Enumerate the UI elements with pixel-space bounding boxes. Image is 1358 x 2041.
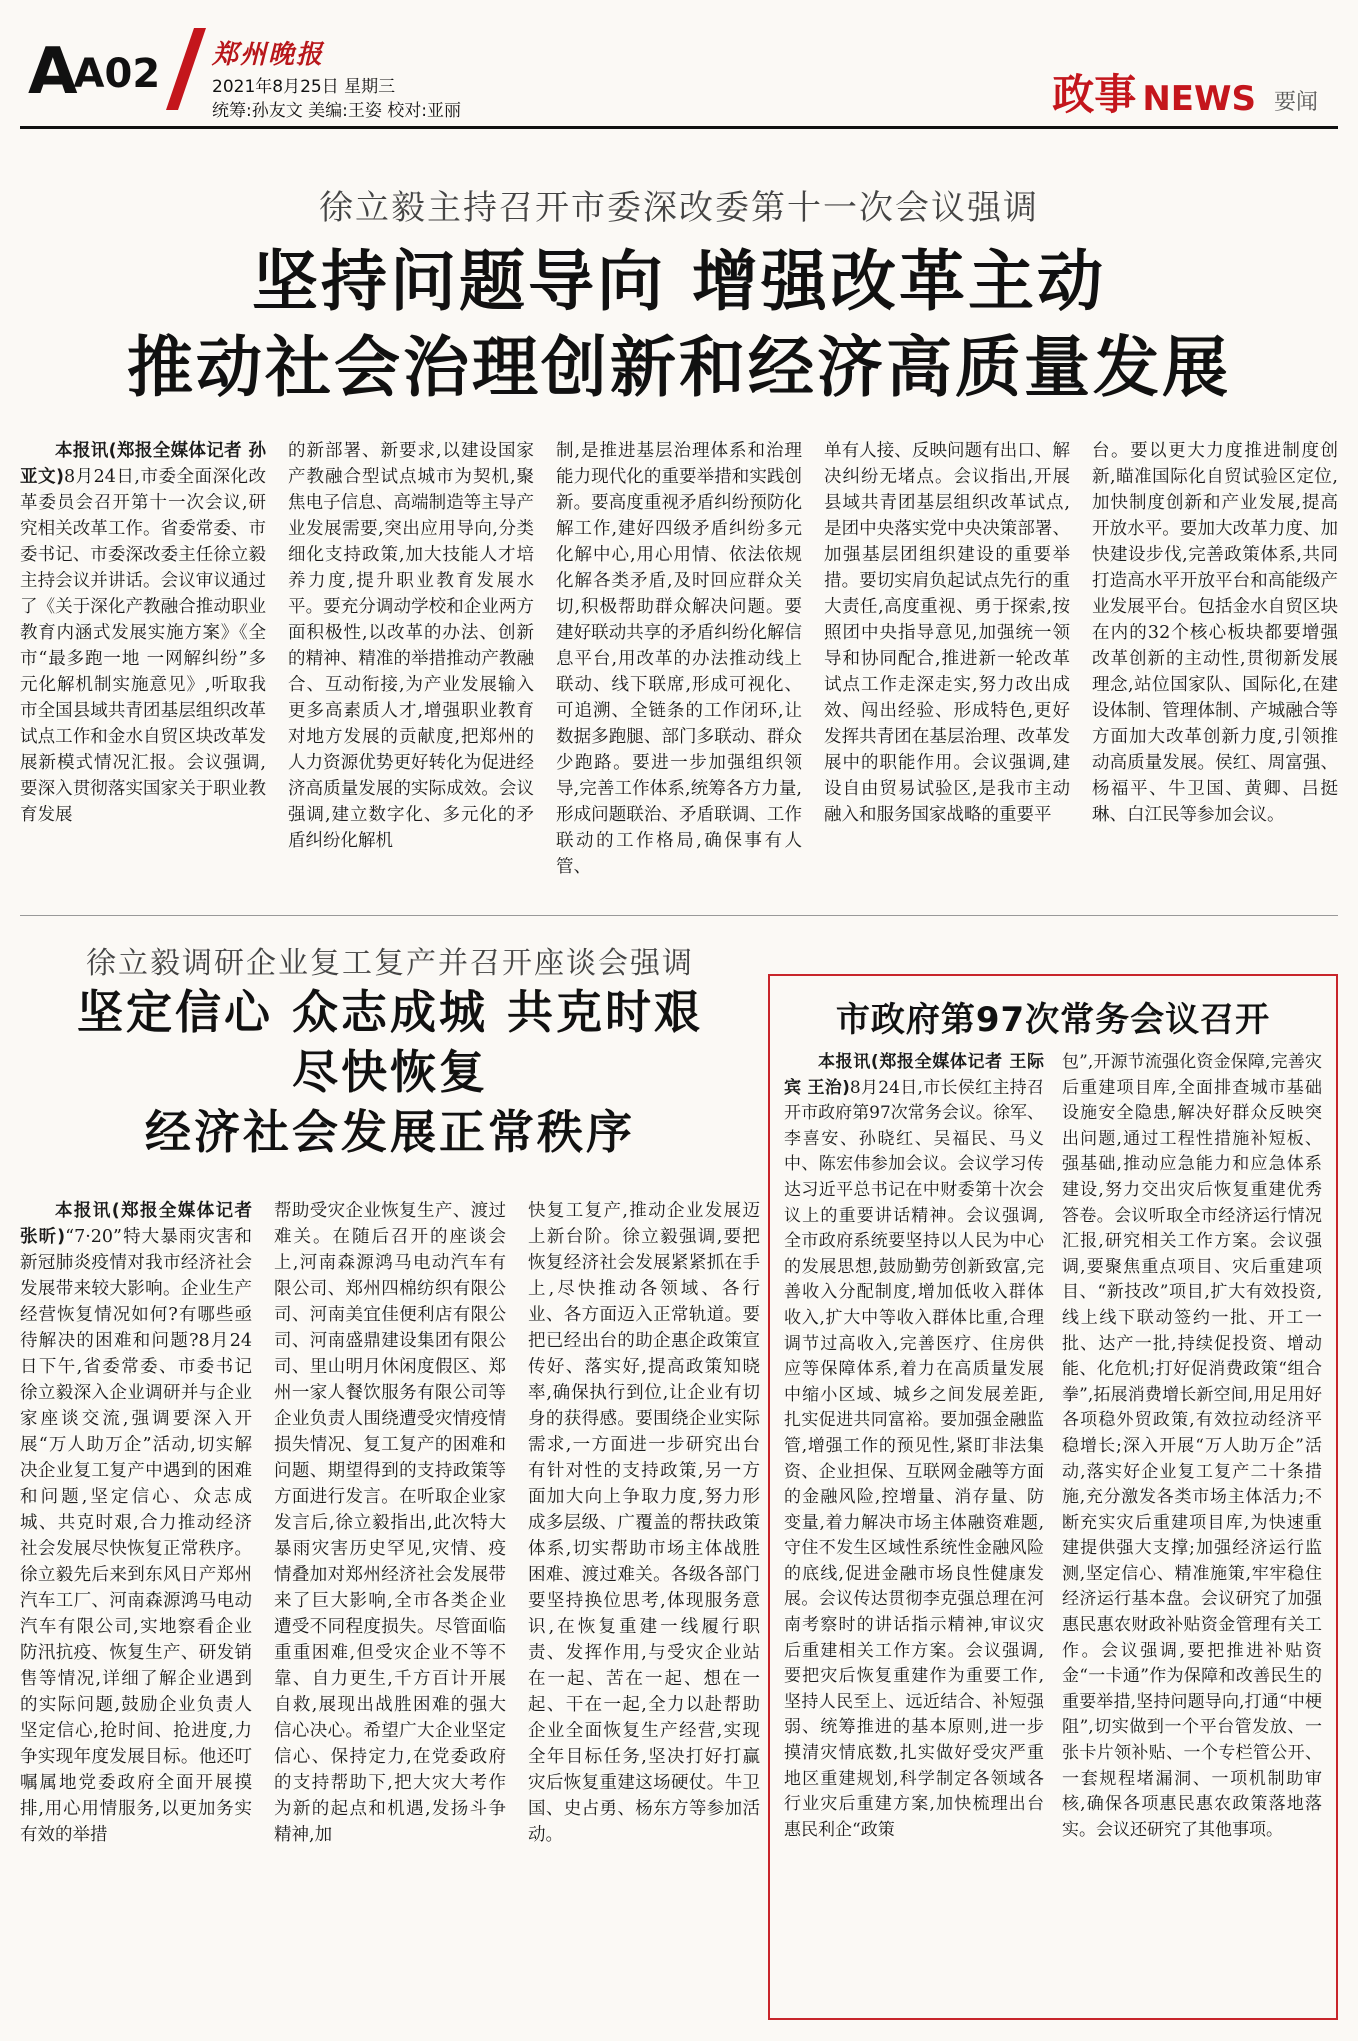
article3-title: 市政府第97次常务会议召开 bbox=[835, 1000, 1271, 1040]
article1-text-5: 台。要以更大力度推进制度创新,瞄准国际化自贸试验区定位,加快制度创新和产业发展,提高开放水平。要加大改革力度、加快建设步伐,完善政策体系,共同打造高水平开放平台和高能级产业发展平台。包括金水自贸区块在内的32个核心板块都要增强改革创新的主动性,贯彻新发展理念,站位国家队、国际化,在建设体制、管理体制、产城融合等方面加大改革创新力度,引领推动高质量发展。侯红、周富强、杨福平、牛卫国、黄卿、吕挺琳、白江民等参加会议。 bbox=[1092, 441, 1338, 825]
article1-column-1 bbox=[20, 438, 266, 898]
article3-column-1 bbox=[784, 1050, 1044, 2008]
article1-text-3: 制,是推进基层治理体系和治理能力现代化的重要举措和实践创新。要高度重视矛盾纠纷预防化解工作,建好四级矛盾纠纷多元化解中心,用心用情、依法依规化解各类矛盾,及时回应群众关切,积极帮助群众解决问题。要建好联动共享的矛盾纠纷化解信息平台,用改革的办法推动线上联动、线下联席,形成可视化、可追溯、全链条的工作闭环,让数据多跑腿、部门多联动、群众少跑路。要进一步加强组织领导,完善工作体系,统筹各方力量,形成问题联治、矛盾联调、工作联动的工作格局,确保事有人管、 bbox=[556, 441, 802, 877]
paper-name-logo: 郑州晚报 bbox=[212, 40, 325, 70]
article-enterprise-visit bbox=[20, 938, 760, 1162]
header-rule bbox=[20, 126, 1338, 129]
article-city-government-meeting bbox=[768, 974, 1338, 2020]
section-subtitle: 要闻 bbox=[1273, 89, 1318, 115]
slash-divider-icon bbox=[166, 28, 206, 110]
article2-title-line2: 尽快恢复 bbox=[292, 1045, 488, 1099]
article-reform-meeting bbox=[20, 180, 1338, 411]
article2-text-2: 帮助受灾企业恢复生产、渡过难关。在随后召开的座谈会上,河南森源鸿马电动汽车有限公司、郑州四棉纺织有限公司、河南美宜佳便利店有限公司、河南盛鼎建设集团有限公司、里山明月休闲度假区、郑州一家人餐饮服务有限公司等企业负责人围绕遭受灾情疫情损失情况、复工复产的困难和问题、期望得到的支持政策等方面进行发言。在听取企业家发言后,徐立毅指出,此次特大暴雨灾害历史罕见,灾情、疫情叠加对郑州经济社会发展带来了巨大影响,全市各类企业遭受不同程度损失。尽管面临重重困难,但受灾企业不等不靠、自力更生,千方百计开展自救,展现出战胜困难的强大信心决心。希望广大企业坚定信心、保持定力,在党委政府的支持帮助下,把大灾大考作为新的起点和机遇,发扬斗争精神,加 bbox=[274, 1201, 506, 1845]
article1-title-line2: 推动社会治理创新和经济高质量发展 bbox=[127, 329, 1231, 406]
article1-column-4 bbox=[824, 438, 1070, 898]
article3-text-1: 8月24日,市长侯红主持召开市政府第97次常务会议。徐军、李喜安、孙晓红、吴福民、马义中、陈宏伟参加会议。会议学习传达习近平总书记在中财委第十次会议上的重要讲话精神。会议强调,全市政府系统要坚持以人民为中心的发展思想,鼓励勤劳创新致富,完善收入分配制度,增加低收入群体收入,扩大中等收入群体比重,合理调节过高收入,完善医疗、住房供应等保障体系,着力在高质量发展中缩小区域、城乡之间发展差距,扎实促进共同富裕。要加强金融监管,增强工作的预见性,紧盯非法集资、企业担保、互联网金融等方面的金融风险,控增量、消存量、防变量,着力解决市场主体融资难题,守住不发生区域性系统性金融风险的底线,促进金融市场良性健康发展。会议传达贯彻李克强总理在河南考察时的讲话指示精神,审议灾后重建相关工作方案。会议强调,要把灾后恢复重建作为重要工作,坚持人民至上、远近结合、补短强弱、统筹推进的基本原则,进一步摸清灾情底数,扎实做好受灾严重地区重建规划,科学制定各领域各行业灾后重建方案,加快梳理出台惠民利企“政策 bbox=[784, 1077, 1044, 1840]
section-name: 政事 bbox=[1052, 70, 1137, 119]
article3-body bbox=[784, 1050, 1322, 2008]
page-header bbox=[0, 0, 1358, 128]
section-english: NEWS bbox=[1142, 79, 1256, 119]
article1-text-2: 的新部署、新要求,以建设国家产教融合型试点城市为契机,聚焦电子信息、高端制造等主导产业发展需要,突出应用导向,分类细化支持政策,加大技能人才培养力度,提升职业教育发展水平。要充分调动学校和企业两方面积极性,以改革的办法、创新的精神、精准的举措推动产教融合、互动衔接,为产业发展输入更多高素质人才,增强职业教育对地方发展的贡献度,把郑州的人力资源优势更好转化为促进经济高质量发展的实际成效。会议强调,建立数字化、多元化的矛盾纠纷化解机 bbox=[288, 441, 534, 851]
article2-text-1: “7·20”特大暴雨灾害和新冠肺炎疫情对我市经济社会发展带来较大影响。企业生产经营恢复情况如何?有哪些亟待解决的困难和问题?8月24日下午,省委常委、市委书记徐立毅深入企业调研并与企业家座谈交流,强调要深入开展“万人助万企”活动,切实解决企业复工复产中遇到的困难和问题,坚定信心、众志成城、共克时艰,合力推动经济社会发展尽快恢复正常秩序。徐立毅先后来到东风日产郑州汽车工厂、河南森源鸿马电动汽车有限公司,实地察看企业防汛抗疫、恢复生产、研发销售等情况,详细了解企业遇到的实际问题,鼓励企业负责人坚定信心,抢时间、抢进度,力争实现年度发展目标。他还叮嘱属地党委政府全面开展摸排,用心用情服务,以更加务实有效的举措 bbox=[20, 1227, 252, 1845]
article1-column-3 bbox=[556, 438, 802, 898]
article3-byline: 本报讯(郑报全媒体记者 王际宾 王治) bbox=[784, 1052, 1044, 1098]
article1-column-5 bbox=[1092, 438, 1338, 898]
article2-title-line3: 经济社会发展正常秩序 bbox=[145, 1105, 635, 1159]
article2-body bbox=[20, 1198, 760, 2018]
article1-byline: 本报讯(郑报全媒体记者 孙亚文) bbox=[20, 441, 266, 487]
article1-column-2 bbox=[288, 438, 534, 898]
article2-column-1 bbox=[20, 1198, 252, 2018]
article2-column-3 bbox=[528, 1198, 760, 2018]
section-divider bbox=[20, 915, 1338, 916]
article2-subtitle: 徐立毅调研企业复工复产并召开座谈会强调 bbox=[86, 946, 694, 981]
article1-title-line1: 坚持问题导向 增强改革主动 bbox=[252, 243, 1106, 320]
page-letter: A bbox=[28, 35, 74, 109]
dateline: 2021年8月25日 星期三 bbox=[212, 77, 396, 97]
article2-byline: 本报讯(郑报全媒体记者 张昕) bbox=[20, 1201, 252, 1247]
masthead bbox=[212, 34, 461, 123]
article1-body bbox=[20, 438, 1338, 898]
article3-text-2: 包”,开源节流强化资金保障,完善灾后重建项目库,全面排查城市基础设施安全隐患,解决好群众反映突出问题,通过工程性措施补短板、强基础,推动应急能力和应急体系建设,努力交出灾后恢复重建优秀答卷。会议听取全市经济运行情况汇报,研究相关工作方案。会议强调,要聚焦重点项目、灾后重建项目、“新技改”项目,扩大有效投资,线上线下联动签约一批、开工一批、达产一批,持续促投资、增动能、化危机;打好促消费政策“组合拳”,拓展消费增长新空间,用足用好各项稳外贸政策,有效拉动经济平稳增长;深入开展“万人助万企”活动,落实好企业复工复产二十条措施,充分激发各类市场主体活力;不断充实灾后重建项目库,为快速重建提供强大支撑;加强经济运行监测,坚定信心、精准施策,牢牢稳住经济运行基本盘。会议研究了加强惠民惠农财政补贴资金管理有关工作。会议强调,要把推进补贴资金“一卡通”作为保障和改善民生的重要举措,坚持问题导向,打通“中梗阻”,切实做到一个平台管发放、一张卡片领补贴、一个专栏管公开、一套规程堵漏洞、一项机制助审核,确保各项惠民惠农政策落地落实。会议还研究了其他事项。 bbox=[1062, 1052, 1322, 1840]
article1-subtitle: 徐立毅主持召开市委深改委第十一次会议强调 bbox=[319, 188, 1039, 228]
article1-text-4: 单有人接、反映问题有出口、解决纠纷无堵点。会议指出,开展县域共青团基层组织改革试点,是团中央落实党中央决策部署、加强基层团组织建设的重要举措。要切实肩负起试点先行的重大责任,高度重视、勇于探索,按照团中央指导意见,加强统一领导和协同配合,推进新一轮改革试点工作走深走实,努力改出成效、闯出经验、形成特色,更好发挥共青团在基层治理、改革发展中的职能作用。会议强调,建设自由贸易试验区,是我市主动融入和服务国家战略的重要平 bbox=[824, 441, 1070, 825]
article2-text-3: 快复工复产,推动企业发展迈上新台阶。徐立毅强调,要把恢复经济社会发展紧紧抓在手上,尽快推动各领域、各行业、各方面迈入正常轨道。要把已经出台的助企惠企政策宣传好、落实好,提高政策知晓率,确保执行到位,让企业有切身的获得感。要围绕企业实际需求,一方面进一步研究出台有针对性的支持政策,另一方面加大向上争取力度,努力形成多层级、广覆盖的帮扶政策体系,切实帮助市场主体战胜困难、渡过难关。各级各部门要坚持换位思考,体现服务意识,在恢复重建一线履行职责、发挥作用,与受灾企业站在一起、苦在一起、想在一起、干在一起,全力以赴帮助企业全面恢复生产经营,实现全年目标任务,坚决打好打赢灾后恢复重建这场硬仗。牛卫国、史占勇、杨东方等参加活动。 bbox=[528, 1201, 760, 1845]
article2-title-line1: 坚定信心 众志成城 共克时艰 bbox=[76, 985, 704, 1039]
page-code: A02 bbox=[73, 51, 161, 97]
article3-column-2 bbox=[1062, 1050, 1322, 2008]
section-tag bbox=[1052, 70, 1318, 119]
article2-column-2 bbox=[274, 1198, 506, 2018]
article1-text-1: 8月24日,市委全面深化改革委员会召开第十一次会议,研究相关改革工作。省委常委、市委书记、市委深改委主任徐立毅主持会议并讲话。会议审议通过了《关于深化产教融合推动职业教育内涵式发展实施方案》《全市“最多跑一地 一网解纠纷”多元化解机制实施意见》,听取我市全国县域共青团基层组织改革试点工作和金水自贸区块改革发展新模式情况汇报。会议强调,要深入贯彻落实国家关于职业教育发展 bbox=[20, 467, 266, 825]
editor-credits: 统筹:孙友文 美编:王姿 校对:亚丽 bbox=[212, 101, 461, 121]
page-number bbox=[28, 35, 161, 109]
